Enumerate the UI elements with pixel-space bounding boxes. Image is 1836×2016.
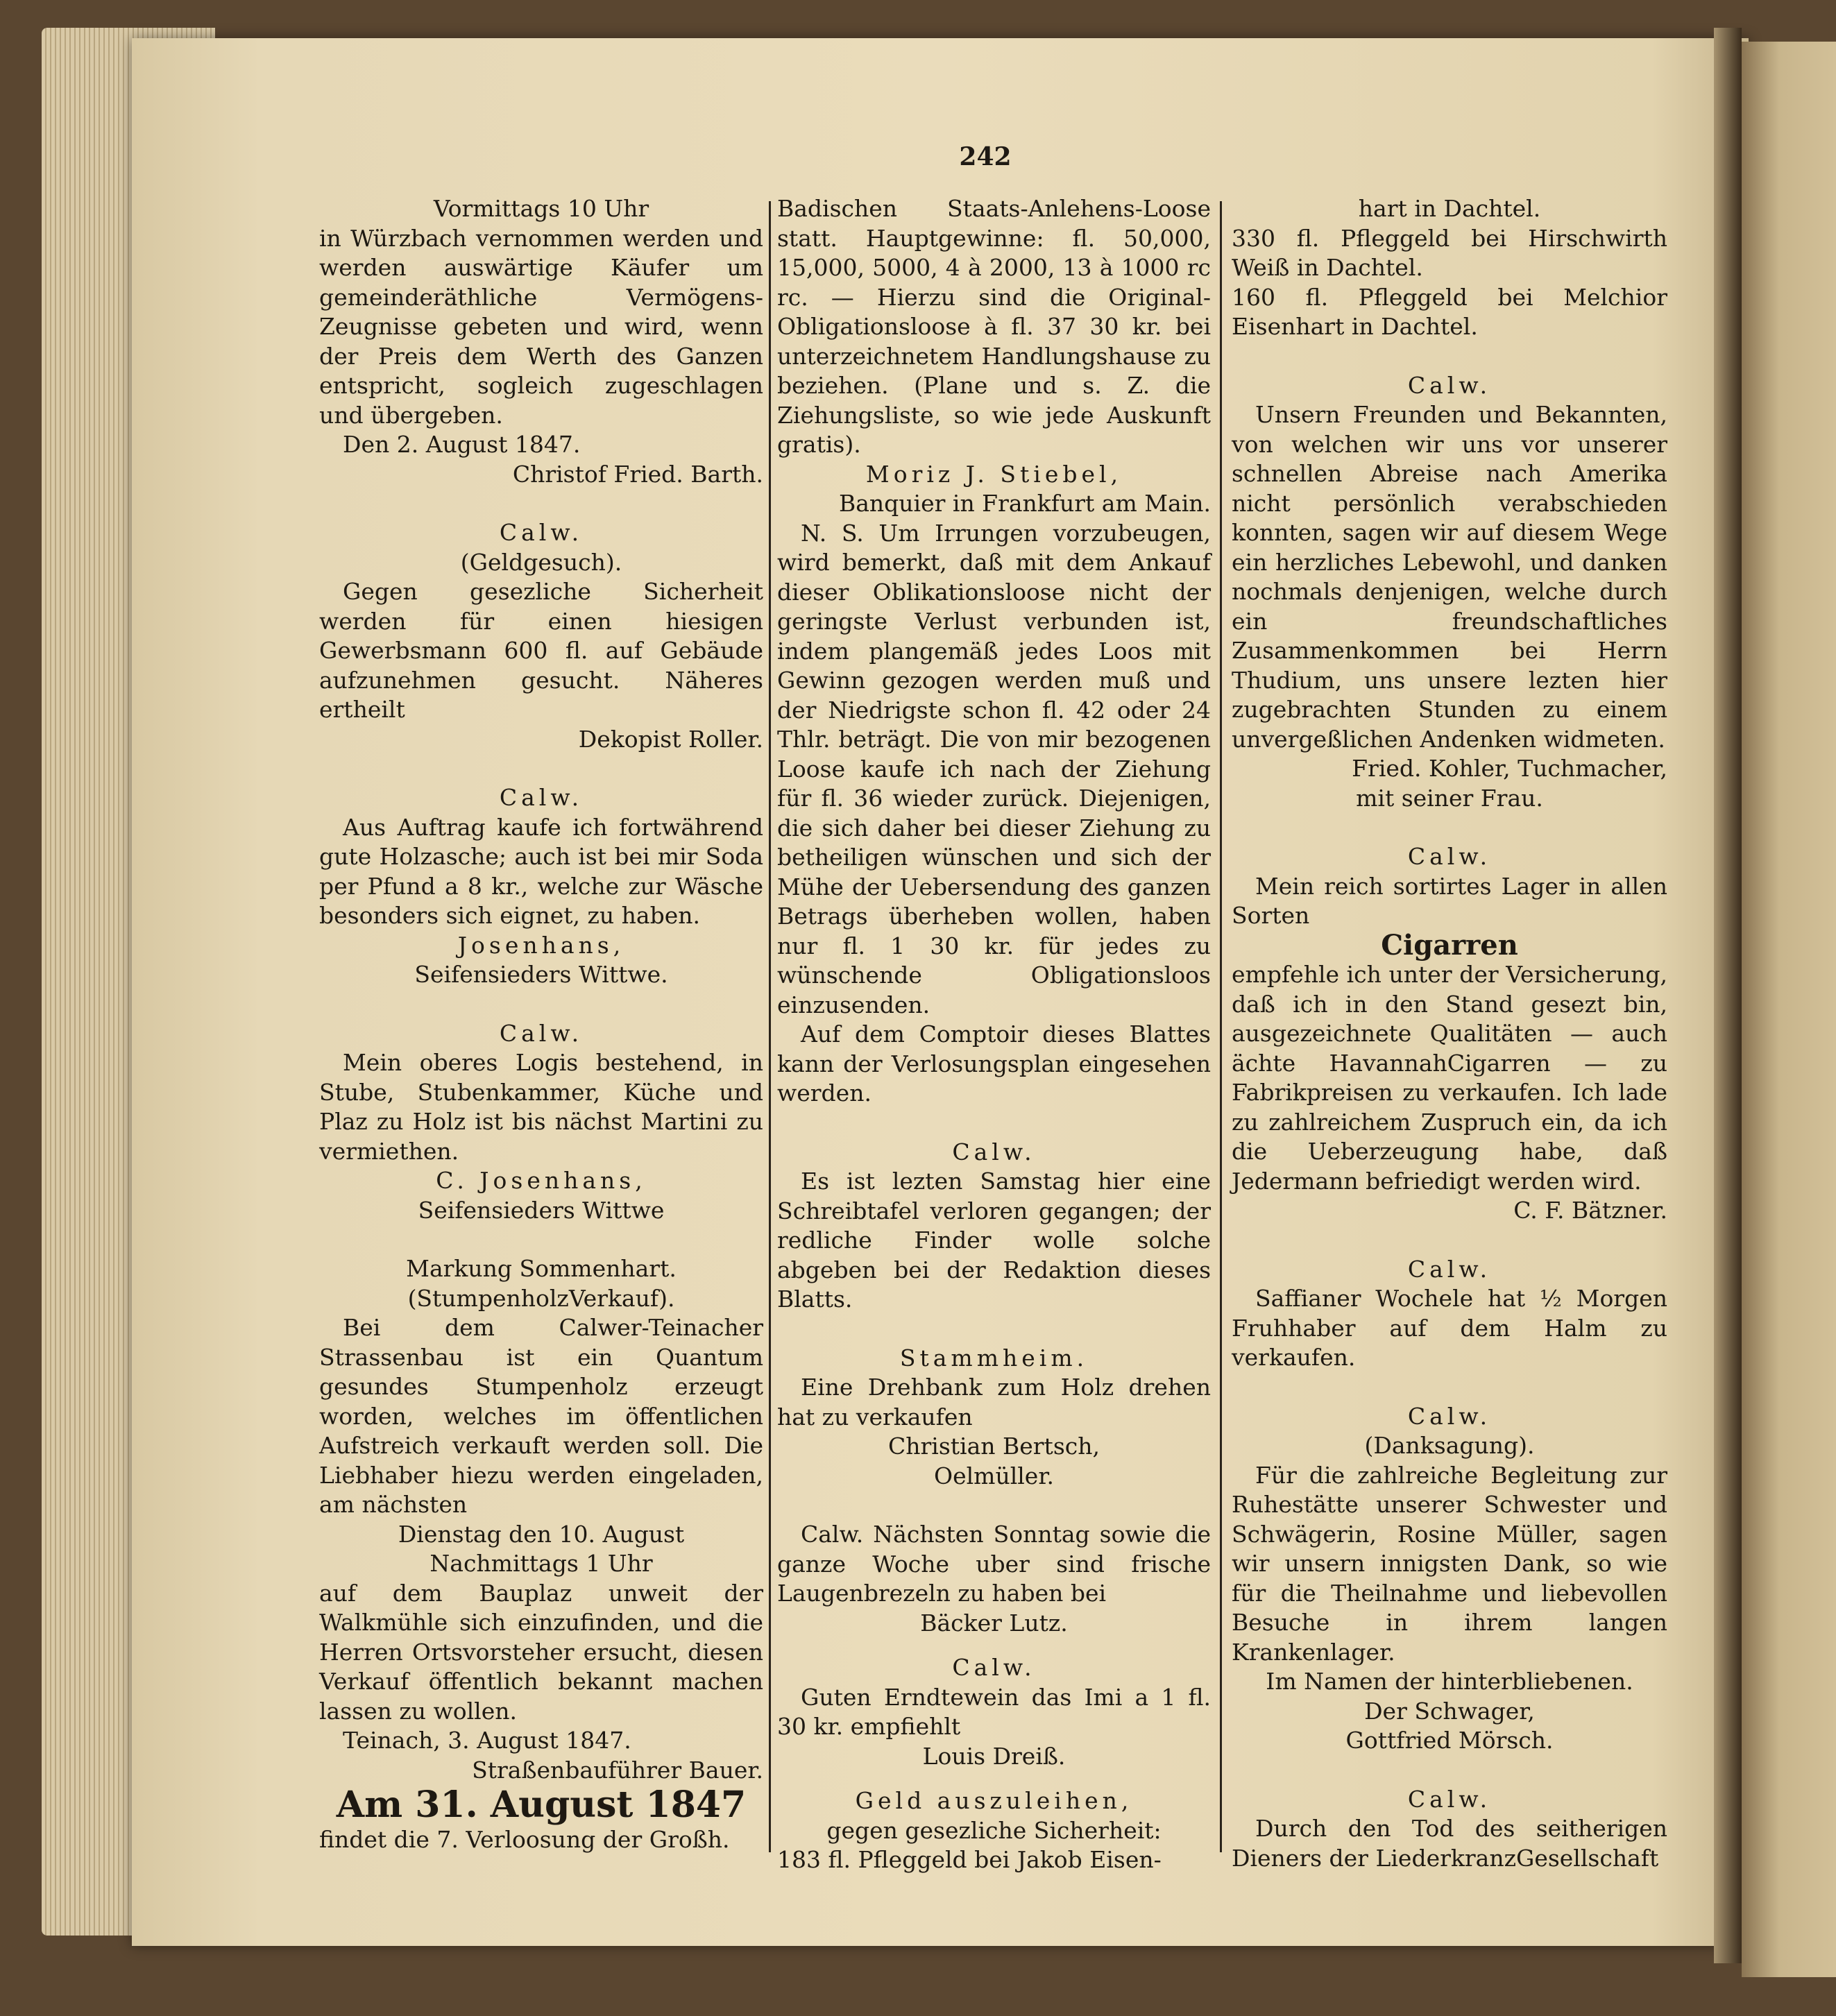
text-block: empfehle ich unter der Versicherung, daß ich in den Stand gesezt bin, ausgezeichnete Qualitäten — auch ächte HavannahCigarren — zu Fabrikpreisen zu verkaufen. Ich lade zu zahlreichem Zuspruch ein, da ich die Ueberzeugung habe, daß Jedermann befriedigt werden wird. (1232, 961, 1667, 1195)
text-block: Bäcker Lutz. (920, 1609, 1068, 1637)
text-block: Stammheim. (899, 1344, 1089, 1372)
text-block: Calw. (952, 1654, 1036, 1681)
text-block: Nachmittags 1 Uhr (430, 1550, 653, 1577)
text-block: Markung Sommenhart. (406, 1255, 677, 1282)
text-block: C. F. Bätzner. (1513, 1197, 1667, 1224)
text-block: Für die zahlreiche Begleitung zur Ruhestätte unserer Schwester und Schwägerin, Rosine Müller, sagen wir unsern innigsten Dank, so wie für die Theilnahme und liebevollen Besuche in ihrem langen Krankenlager. (1232, 1461, 1667, 1666)
text-block: Im Namen der hinterbliebenen. (1266, 1668, 1633, 1695)
page-number: 242 (959, 142, 1012, 171)
text-block: Auf dem Comptoir dieses Blattes kann der Verlosungsplan eingesehen werden. (777, 1020, 1211, 1107)
text-block: 330 fl. Pfleggeld bei Hirschwirth Weiß in Dachtel. (1232, 224, 1667, 281)
text-block: Teinach, 3. August 1847. (343, 1727, 631, 1754)
text-block: 160 fl. Pfleggeld bei Melchior Eisenhart in Dachtel. (1232, 283, 1667, 340)
text-block: Straßenbauführer Bauer. (472, 1756, 763, 1784)
text-block: Calw. (499, 519, 584, 546)
text-block: Durch den Tod des seitherigen Dieners der LiederkranzGesellschaft (1232, 1815, 1667, 1872)
text-block: N. S. Um Irrungen vorzubeugen, wird bemerkt, daß mit dem Ankauf dieser Oblikationsloose nicht der geringste Verlust verbunden ist, indem plangemäß jedes Loos mit Gewinn gezogen werden muß und der Niedrigste schon fl. 42 oder 24 Thlr. beträgt. Die von mir bezogenen Loose kaufe ich nach der Ziehung für fl. 36 wieder zurück. Diejenigen, die sich daher bei dieser Ziehung zu betheiligen wünschen und sich der Mühe der Uebersendung des ganzen Betrags überheben wollen, haben nur fl. 1 30 kr. für jedes zu wünschende Obligationsloos einzusenden. (777, 519, 1211, 1018)
column-rule-right (1220, 201, 1222, 1852)
column-left (319, 194, 763, 1859)
text-block: Calw. (499, 784, 584, 811)
text-block: Christian Bertsch, (888, 1433, 1100, 1460)
text-block: Mein reich sortirtes Lager in allen Sorten (1232, 872, 1667, 929)
column-middle (777, 194, 1211, 1873)
text-block: Der Schwager, (1364, 1697, 1535, 1725)
text-block: Geld auszuleihen, (855, 1787, 1133, 1814)
text-block: Cigarren (1381, 928, 1518, 962)
text-block: C. Josenhans, (436, 1167, 647, 1194)
text-block: Es ist lezten Samstag hier eine Schreibtafel verloren gegangen; der redliche Finder wolle solche abgeben bei der Redaktion dieses Blatts. (777, 1168, 1211, 1313)
text-block: Oelmüller. (934, 1462, 1054, 1489)
book-gutter (1714, 28, 1742, 1963)
text-block: Seifensieders Wittwe. (414, 961, 668, 988)
column-rule-left (769, 201, 771, 1852)
text-block: Unsern Freunden und Bekannten, von welchen wir uns vor unserer schnellen Abreise nach Amerika nicht persönlich verabschieden konnten, sagen wir auf diesem Wege ein herzliches Lebewohl, und danken nochmals denjenigen, welche durch ein freundschaftliches Zusammenkommen bei Herrn Thudium, uns unsere lezten hier zugebrachten Stunden zu einem unvergeßlichen Andenken widmeten. (1232, 401, 1667, 753)
text-block: Vormittags 10 Uhr (433, 195, 649, 222)
text-block: Calw. (1407, 843, 1492, 870)
text-block: Bei dem Calwer-Teinacher Strassenbau ist ein Quantum gesundes Stumpenholz erzeugt worden, welches im öffentlichen Aufstreich verkauft werden soll. Die Liebhaber hiezu werden eingeladen, am nächsten (319, 1314, 763, 1518)
text-block: Dienstag den 10. August (398, 1520, 685, 1548)
text-block: Calw. (952, 1138, 1036, 1165)
text-block: mit seiner Frau. (1356, 784, 1543, 812)
text-block: Moriz J. Stiebel, (865, 460, 1123, 488)
text-block: Guten Erndtewein das Imi a 1 fl. 30 kr. empfiehlt (777, 1683, 1211, 1740)
text-block: Calw. (1407, 1255, 1492, 1283)
text-block: findet die 7. Verloosung der Großh. (319, 1826, 730, 1853)
text-block: Calw. (1407, 371, 1492, 399)
text-block: auf dem Bauplaz unweit der Walkmühle sich einzufinden, und die Herren Ortsvorsteher ersucht, diesen Verkauf öffentlich bekannt machen lassen zu wollen. (319, 1579, 763, 1725)
text-block: Aus Auftrag kaufe ich fortwährend gute Holzasche; auch ist bei mir Soda per Pfund a 8 kr., welche zur Wäsche besonders sich eignet, zu haben. (319, 813, 763, 929)
text-block: Badischen Staats-Anlehens-Loose statt. Hauptgewinne: fl. 50,000, 15,000, 5000, 4 à 2000, 13 à 1000 rc rc. — Hierzu sind die Original-Obligationsloose à fl. 37 30 kr. bei unterzeichnetem Handlungshause zu beziehen. (Plane und s. Z. die Ziehungsliste, so wie jede Auskunft gratis). (777, 195, 1211, 458)
text-block: Eine Drehbank zum Holz drehen hat zu verkaufen (777, 1374, 1211, 1430)
text-block: (Geldgesuch). (460, 548, 622, 576)
text-block: (StumpenholzVerkauf). (407, 1284, 675, 1312)
text-block: Gegen gesezliche Sicherheit werden für einen hiesigen Gewerbsmann 600 fl. auf Gebäude aufzunehmen gesucht. Näheres ertheilt (319, 578, 763, 723)
text-block: (Danksagung). (1364, 1432, 1535, 1459)
text-block: Mein oberes Logis bestehend, in Stube, Stubenkammer, Küche und Plaz zu Holz ist bis nächst Martini zu vermiethen. (319, 1049, 763, 1165)
text-block: Fried. Kohler, Tuchmacher, (1352, 755, 1667, 782)
text-block: Calw. (499, 1019, 584, 1047)
text-block: Banquier in Frankfurt am Main. (838, 490, 1211, 517)
text-block: in Würzbach vernommen werden und werden auswärtige Käufer um gemeinderäthliche Vermögens-Zeugnisse gebeten und wird, wenn der Preis dem Werth des Ganzen entspricht, sogleich zugeschlagen und übergeben. (319, 224, 763, 429)
text-block: 183 fl. Pfleggeld bei Jakob Eisen- (777, 1846, 1162, 1873)
text-block: Saffianer Wochele hat ½ Morgen Fruhhaber auf dem Halm zu verkaufen. (1232, 1285, 1667, 1371)
column-right (1232, 194, 1667, 1872)
text-block: gegen gesezliche Sicherheit: (826, 1816, 1162, 1844)
text-block: Calw. (1407, 1785, 1492, 1813)
text-block: Gottfried Mörsch. (1345, 1727, 1554, 1754)
text-block: hart in Dachtel. (1358, 195, 1541, 222)
facing-page-edge (1742, 42, 1836, 1977)
text-block: Calw. Nächsten Sonntag sowie die ganze Woche uber sind frische Laugenbrezeln zu haben bei (777, 1521, 1211, 1607)
text-block: Den 2. August 1847. (343, 431, 581, 458)
text-block: Am 31. August 1847 (336, 1784, 747, 1826)
text-block: Calw. (1407, 1402, 1492, 1430)
text-block: Josenhans, (457, 931, 625, 959)
text-block: Seifensieders Wittwe (418, 1196, 665, 1224)
text-block: Dekopist Roller. (578, 725, 763, 753)
text-block: Louis Dreiß. (922, 1742, 1066, 1770)
text-block: Christof Fried. Barth. (512, 460, 763, 488)
